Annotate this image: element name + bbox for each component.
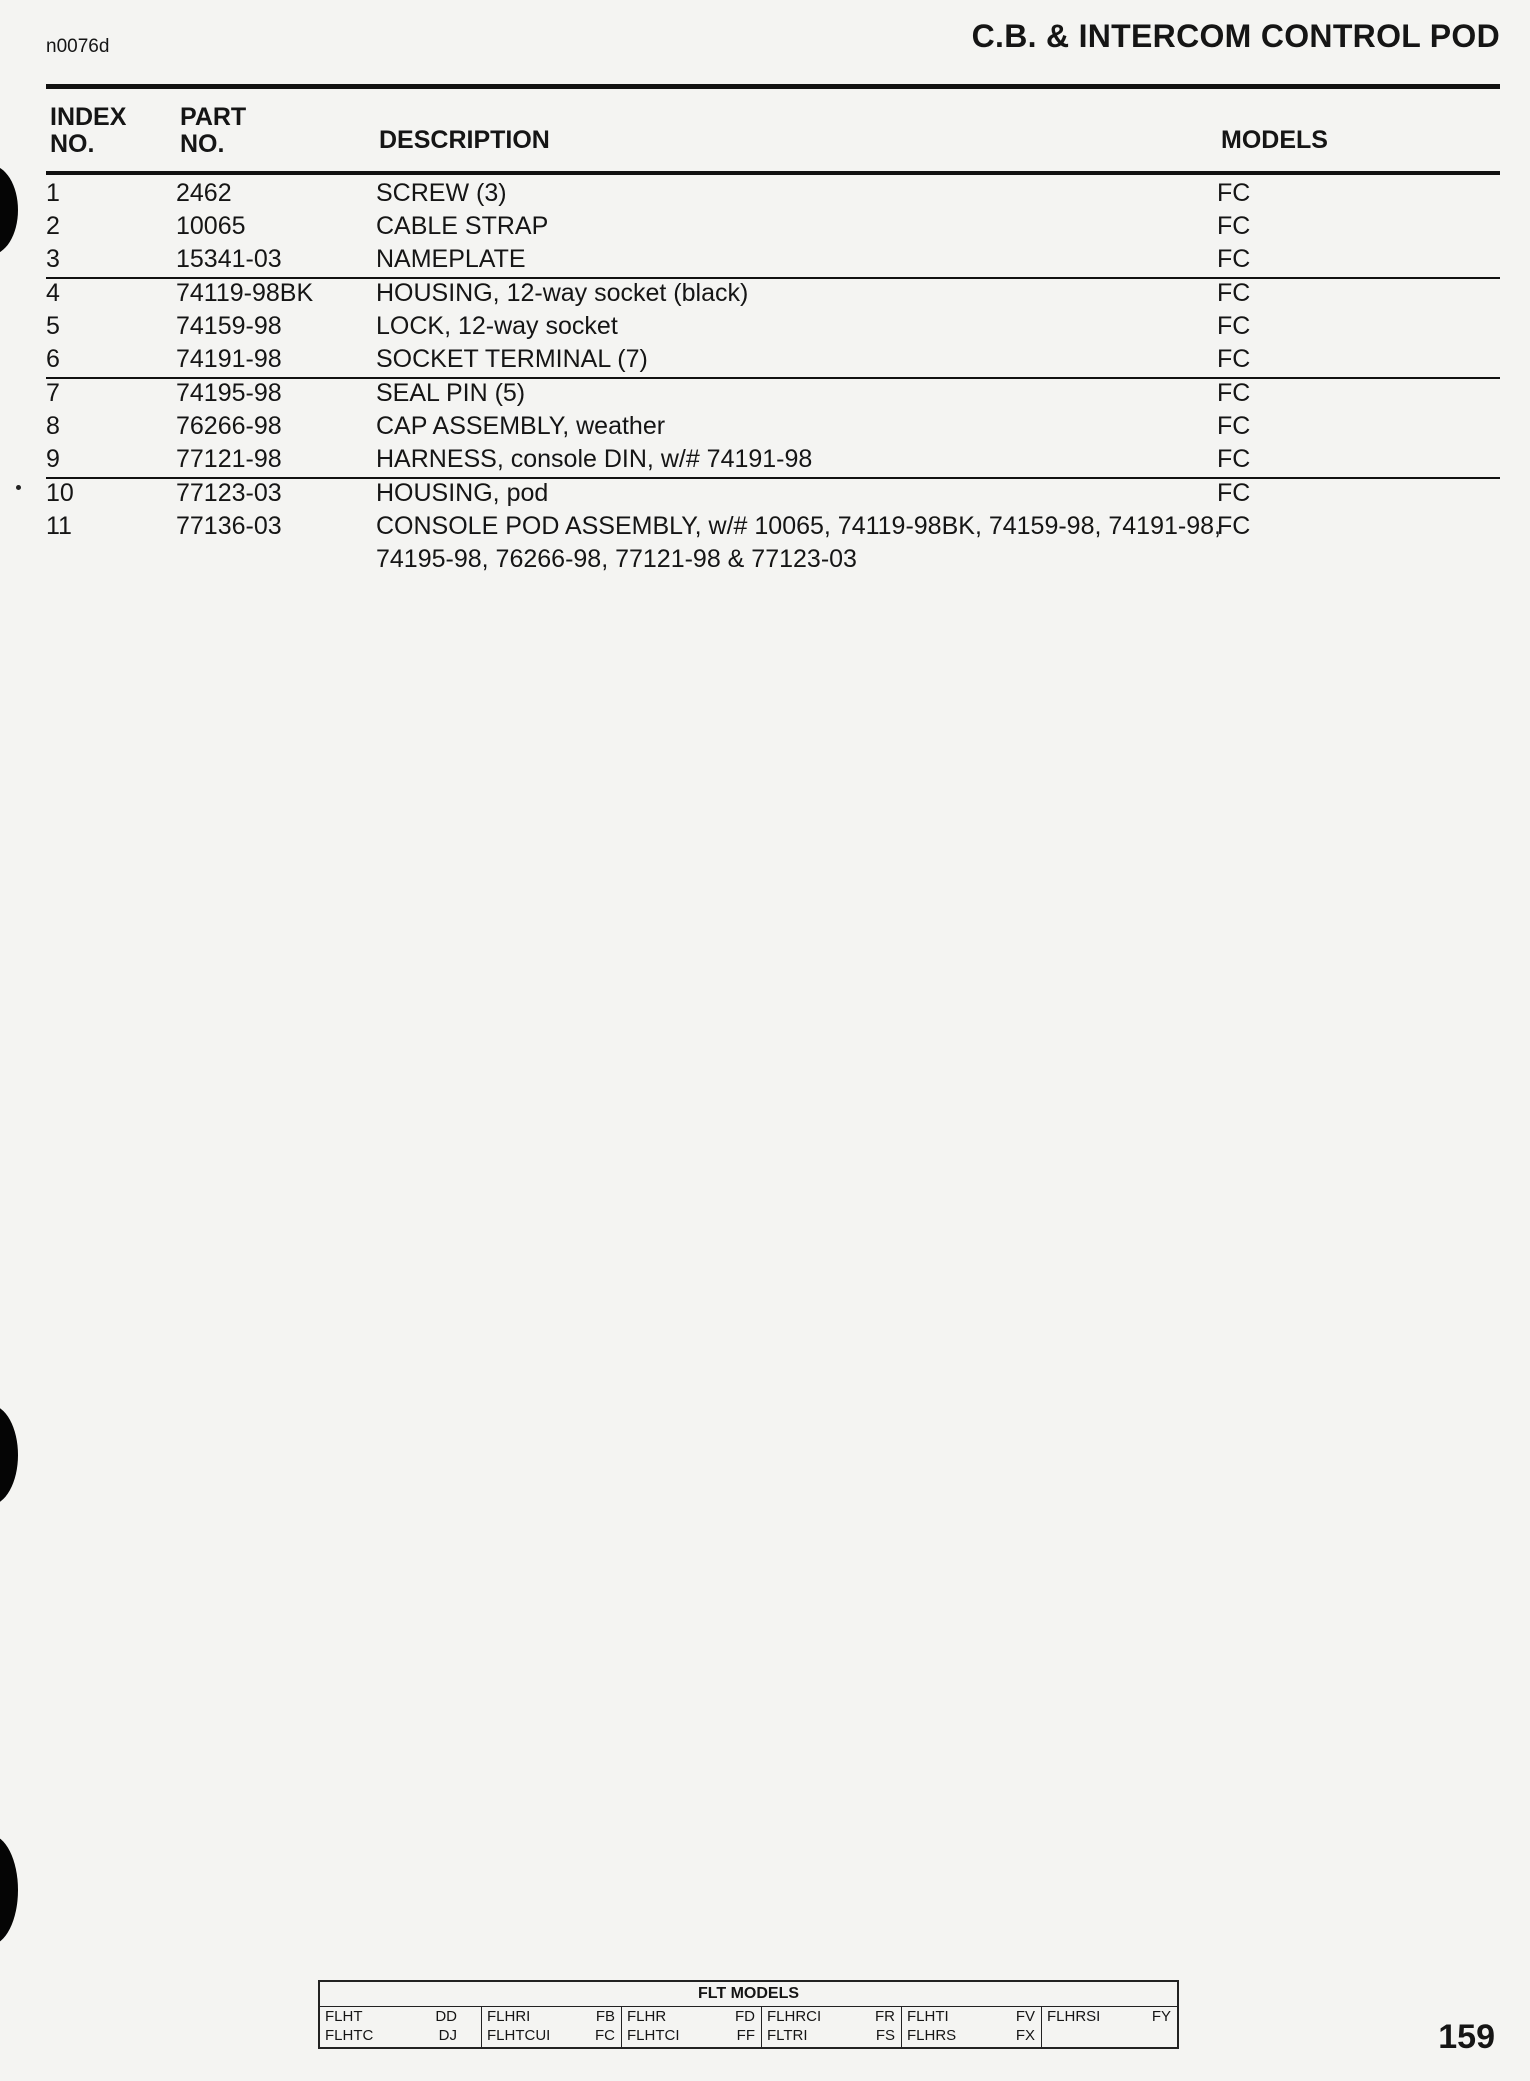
part-no: 77136-03 [176, 512, 282, 540]
model-name: FLHRS [907, 2027, 957, 2044]
models: FC [1217, 512, 1251, 540]
part-no: 10065 [176, 212, 246, 240]
page-title: C.B. & INTERCOM CONTROL POD [971, 18, 1500, 54]
table-row [0, 277, 1530, 310]
flt-models-legend [318, 1980, 1179, 2049]
part-no: 76266-98 [176, 412, 282, 440]
model-name: FLHRI [487, 2008, 531, 2025]
description: HARNESS, console DIN, w/# 74191-98 [376, 445, 813, 473]
reference-code: n0076d [46, 36, 110, 57]
description: SOCKET TERMINAL (7) [376, 345, 648, 373]
model-code: FX [1015, 2027, 1035, 2044]
models: FC [1217, 279, 1251, 307]
flt-model-group [482, 2007, 622, 2047]
model-code: DJ [438, 2027, 457, 2044]
model-name: FLHTCUI [487, 2027, 551, 2044]
model-code: FF [736, 2027, 755, 2044]
index-no: 6 [46, 345, 60, 373]
header-models: MODELS [1221, 126, 1328, 154]
models: FC [1217, 212, 1251, 240]
binder-hole-middle [0, 1405, 18, 1505]
flt-models-title: FLT MODELS [697, 1985, 800, 2002]
models: FC [1217, 179, 1251, 207]
title-rule [46, 84, 1500, 89]
models: FC [1217, 312, 1251, 340]
model-name: FLHTCI [627, 2027, 680, 2044]
description: HOUSING, pod [376, 479, 549, 507]
page-number: 159 [1438, 2018, 1495, 2056]
index-no: 7 [46, 379, 60, 407]
table-row [0, 377, 1530, 410]
part-no: 74119-98BK [176, 279, 314, 307]
part-no: 74195-98 [176, 379, 282, 407]
index-no: 3 [46, 245, 60, 273]
models: FC [1217, 379, 1251, 407]
model-name: FLHRSI [1047, 2008, 1101, 2025]
models: FC [1217, 479, 1251, 507]
model-code: FD [735, 2008, 755, 2025]
model-name: FLTRI [767, 2027, 808, 2044]
description: CABLE STRAP [376, 212, 549, 240]
models: FC [1217, 445, 1251, 473]
model-code: DD [435, 2008, 457, 2025]
flt-model-group [320, 2007, 482, 2047]
index-no: 1 [46, 179, 60, 207]
table-row [0, 510, 1530, 573]
table-row [0, 410, 1530, 443]
part-no: 77121-98 [176, 445, 282, 473]
part-no: 15341-03 [176, 245, 282, 273]
part-no: 2462 [176, 179, 232, 207]
binder-hole-bottom [0, 1835, 18, 1945]
flt-model-group [762, 2007, 902, 2047]
description: NAMEPLATE [376, 245, 526, 273]
models: FC [1217, 245, 1251, 273]
description: LOCK, 12-way socket [376, 312, 618, 340]
index-no: 2 [46, 212, 60, 240]
model-name: FLHTC [325, 2027, 374, 2044]
part-no: 74159-98 [176, 312, 282, 340]
model-name: FLHRCI [767, 2008, 822, 2025]
model-name: FLHT [325, 2008, 363, 2025]
table-row [0, 310, 1530, 343]
models: FC [1217, 345, 1251, 373]
table-row [0, 243, 1530, 276]
description: HOUSING, 12-way socket (black) [376, 279, 749, 307]
index-no: 11 [46, 512, 72, 540]
header-part-no: PART NO. [180, 103, 247, 158]
model-name: FLHTI [907, 2008, 949, 2025]
flt-model-group [902, 2007, 1042, 2047]
header-index-no: INDEX NO. [50, 103, 127, 158]
part-no: 77123-03 [176, 479, 282, 507]
flt-model-group [1042, 2007, 1177, 2047]
model-code: FS [875, 2027, 895, 2044]
index-no: 8 [46, 412, 60, 440]
flt-models-grid [320, 2006, 1177, 2047]
index-no: 9 [46, 445, 60, 473]
index-no: 4 [46, 279, 60, 307]
model-code: FV [1015, 2008, 1035, 2025]
model-code: FR [875, 2008, 895, 2025]
model-code: FC [595, 2027, 615, 2044]
header-description: DESCRIPTION [379, 126, 550, 154]
model-name: FLHR [627, 2008, 667, 2025]
model-code: FB [595, 2008, 615, 2025]
table-row [0, 477, 1530, 510]
table-row [0, 177, 1530, 210]
description: CONSOLE POD ASSEMBLY, w/# 10065, 74119-98BK, 74159-98, 74191-98, 74195-98, 76266-98, 77121-98 & 77123-03 [376, 512, 1221, 573]
table-row [0, 210, 1530, 243]
model-code: FY [1151, 2008, 1171, 2025]
part-no: 74191-98 [176, 345, 282, 373]
index-no: 5 [46, 312, 60, 340]
index-no: 10 [46, 479, 74, 507]
description: SCREW (3) [376, 179, 507, 207]
flt-model-group [622, 2007, 762, 2047]
table-row [0, 443, 1530, 476]
header-rule [46, 171, 1500, 175]
description: SEAL PIN (5) [376, 379, 526, 407]
table-row [0, 343, 1530, 376]
description: CAP ASSEMBLY, weather [376, 412, 666, 440]
models: FC [1217, 412, 1251, 440]
